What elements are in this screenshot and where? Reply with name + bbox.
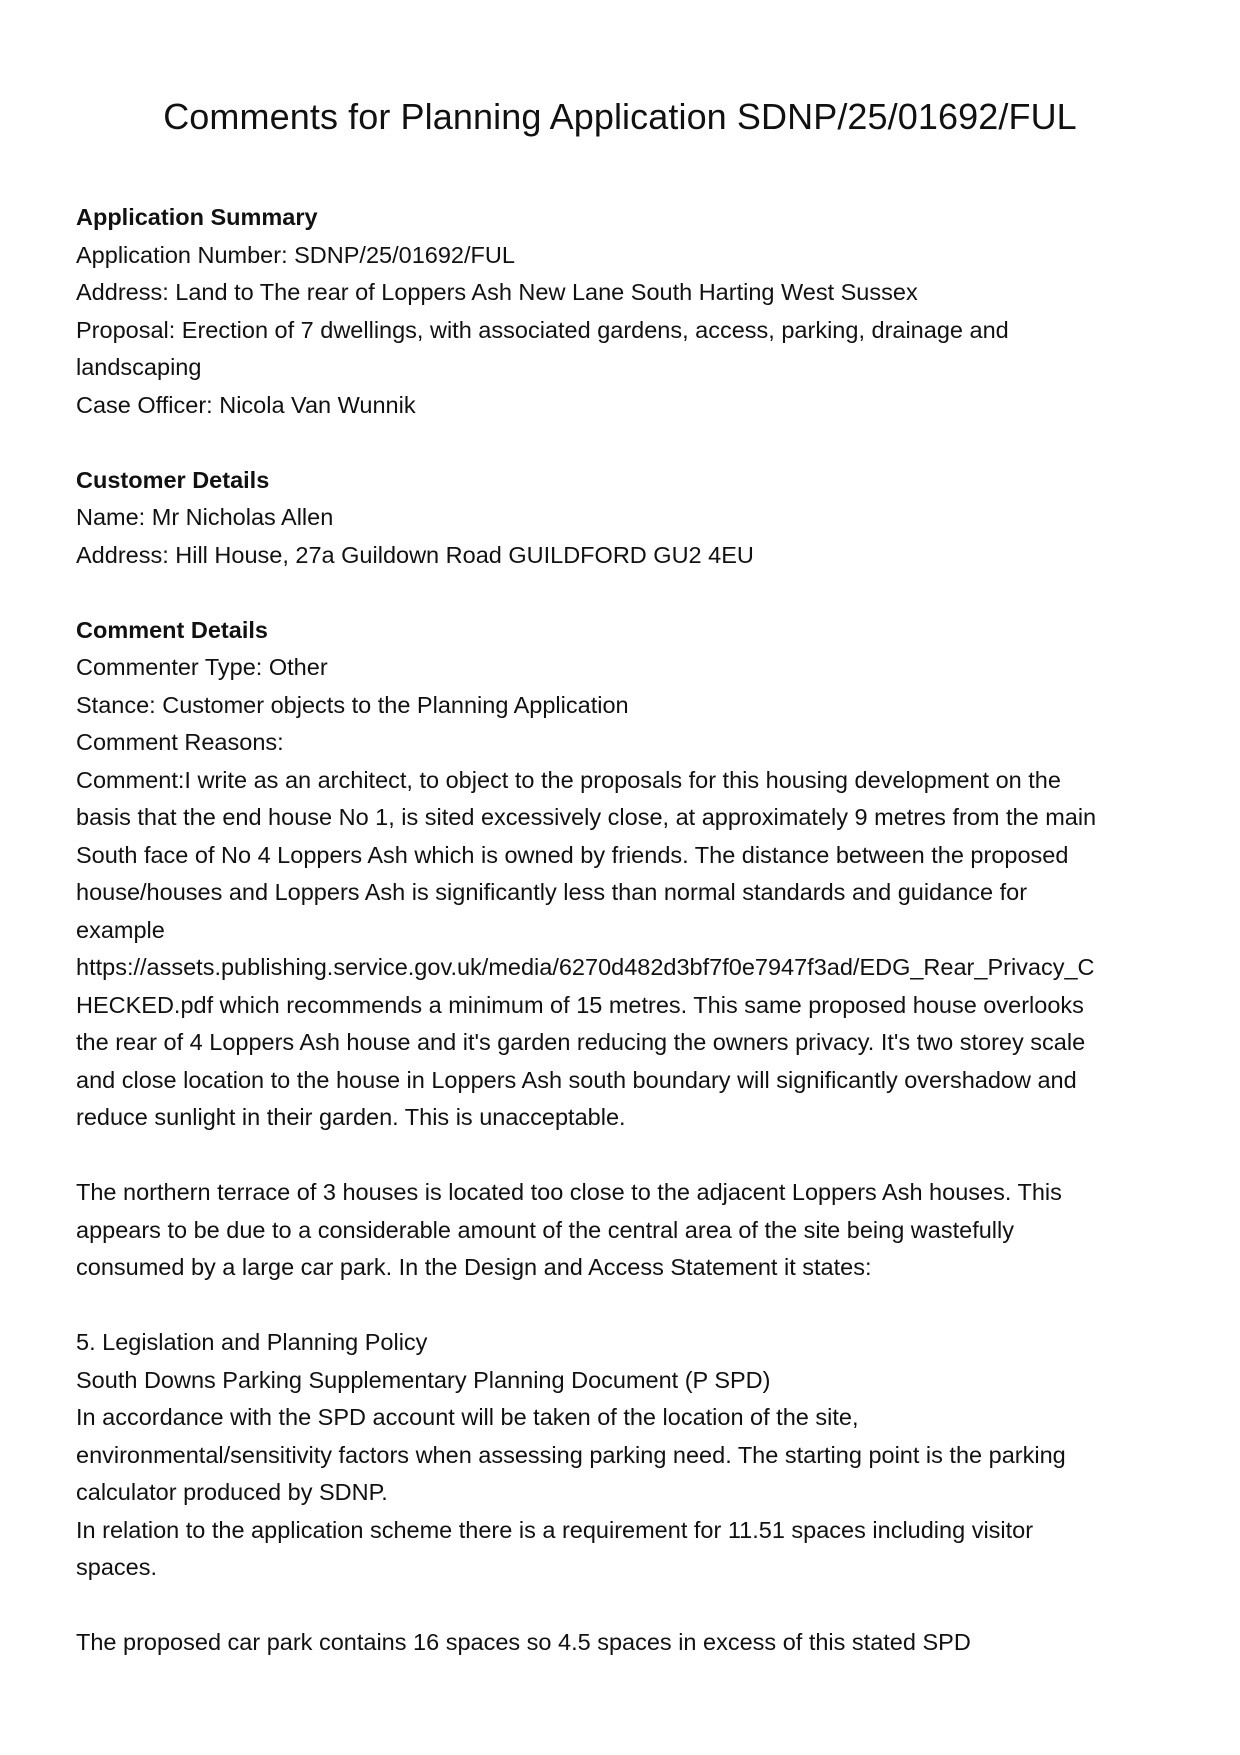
customer-name: Name: Mr Nicholas Allen <box>76 504 334 530</box>
paragraph-3-line: In relation to the application scheme there is a requirement for 11.51 spaces including visitor <box>76 1516 1034 1543</box>
comment-line: basis that the end house No 1, is sited excessively close, at approximately 9 metres from the main <box>76 804 1097 830</box>
paragraph-gap <box>76 1587 1172 1625</box>
document-body <box>76 199 1172 1662</box>
paragraph-3-line: environmental/sensitivity factors when assessing parking need. The starting point is the parking <box>76 1441 1066 1468</box>
comment-details-heading: Comment Details <box>76 616 268 643</box>
paragraph-gap <box>76 1137 1172 1175</box>
paragraph-3-line: South Downs Parking Supplementary Planning Document (P SPD) <box>76 1366 771 1393</box>
paragraph-3-line: In accordance with the SPD account will be taken of the location of the site, <box>76 1404 859 1430</box>
comment-line: house/houses and Loppers Ash is significantly less than normal standards and guidance for <box>76 879 1028 905</box>
comment-line: example <box>76 916 165 943</box>
commenter-type: Commenter Type: Other <box>76 654 328 680</box>
comment-line: and close location to the house in Loppers Ash south boundary will significantly overshadow and <box>76 1066 1077 1093</box>
comment-line: HECKED.pdf which recommends a minimum of 15 metres. This same proposed house overlooks <box>76 991 1084 1018</box>
paragraph-2-line: consumed by a large car park. In the Design and Access Statement it states: <box>76 1254 872 1280</box>
paragraph-3-line: calculator produced by SDNP. <box>76 1479 388 1505</box>
comment-line: South face of No 4 Loppers Ash which is owned by friends. The distance between the proposed <box>76 841 1069 868</box>
paragraph-4-line: The proposed car park contains 16 spaces so 4.5 spaces in excess of this stated SPD <box>76 1629 971 1655</box>
paragraph-2-line: The northern terrace of 3 houses is located too close to the adjacent Loppers Ash houses. This <box>76 1179 1062 1205</box>
customer-address: Address: Hill House, 27a Guildown Road GUILDFORD GU2 4EU <box>76 541 754 568</box>
proposal-line-2: landscaping <box>76 354 202 380</box>
paragraph-3-line: spaces. <box>76 1554 157 1580</box>
page-title: Comments for Planning Application SDNP/25/01692/FUL <box>163 96 1077 137</box>
section-gap <box>76 574 1172 612</box>
section-gap <box>76 424 1172 462</box>
application-address: Address: Land to The rear of Loppers Ash New Lane South Harting West Sussex <box>76 279 918 305</box>
comment-line: the rear of 4 Loppers Ash house and it's garden reducing the owners privacy. It's two storey scale <box>76 1029 1086 1055</box>
case-officer: Case Officer: Nicola Van Wunnik <box>76 391 416 418</box>
paragraph-2-line: appears to be due to a considerable amount of the central area of the site being wastefully <box>76 1216 1014 1243</box>
comment-line: Comment:I write as an architect, to object to the proposals for this housing development on the <box>76 766 1061 793</box>
stance: Stance: Customer objects to the Planning Application <box>76 691 629 718</box>
customer-details-heading: Customer Details <box>76 466 270 493</box>
application-number: Application Number: SDNP/25/01692/FUL <box>76 241 515 268</box>
comment-line-url: https://assets.publishing.service.gov.uk/media/6270d482d3bf7f0e7947f3ad/EDG_Rear_Privacy_C <box>76 954 1095 980</box>
proposal-line-1: Proposal: Erection of 7 dwellings, with associated gardens, access, parking, drainage and <box>76 316 1009 343</box>
paragraph-gap <box>76 1287 1172 1325</box>
paragraph-3-line: 5. Legislation and Planning Policy <box>76 1329 428 1355</box>
application-summary-heading: Application Summary <box>76 204 318 230</box>
comment-line: reduce sunlight in their garden. This is unacceptable. <box>76 1104 626 1130</box>
comment-reasons: Comment Reasons: <box>76 729 284 755</box>
